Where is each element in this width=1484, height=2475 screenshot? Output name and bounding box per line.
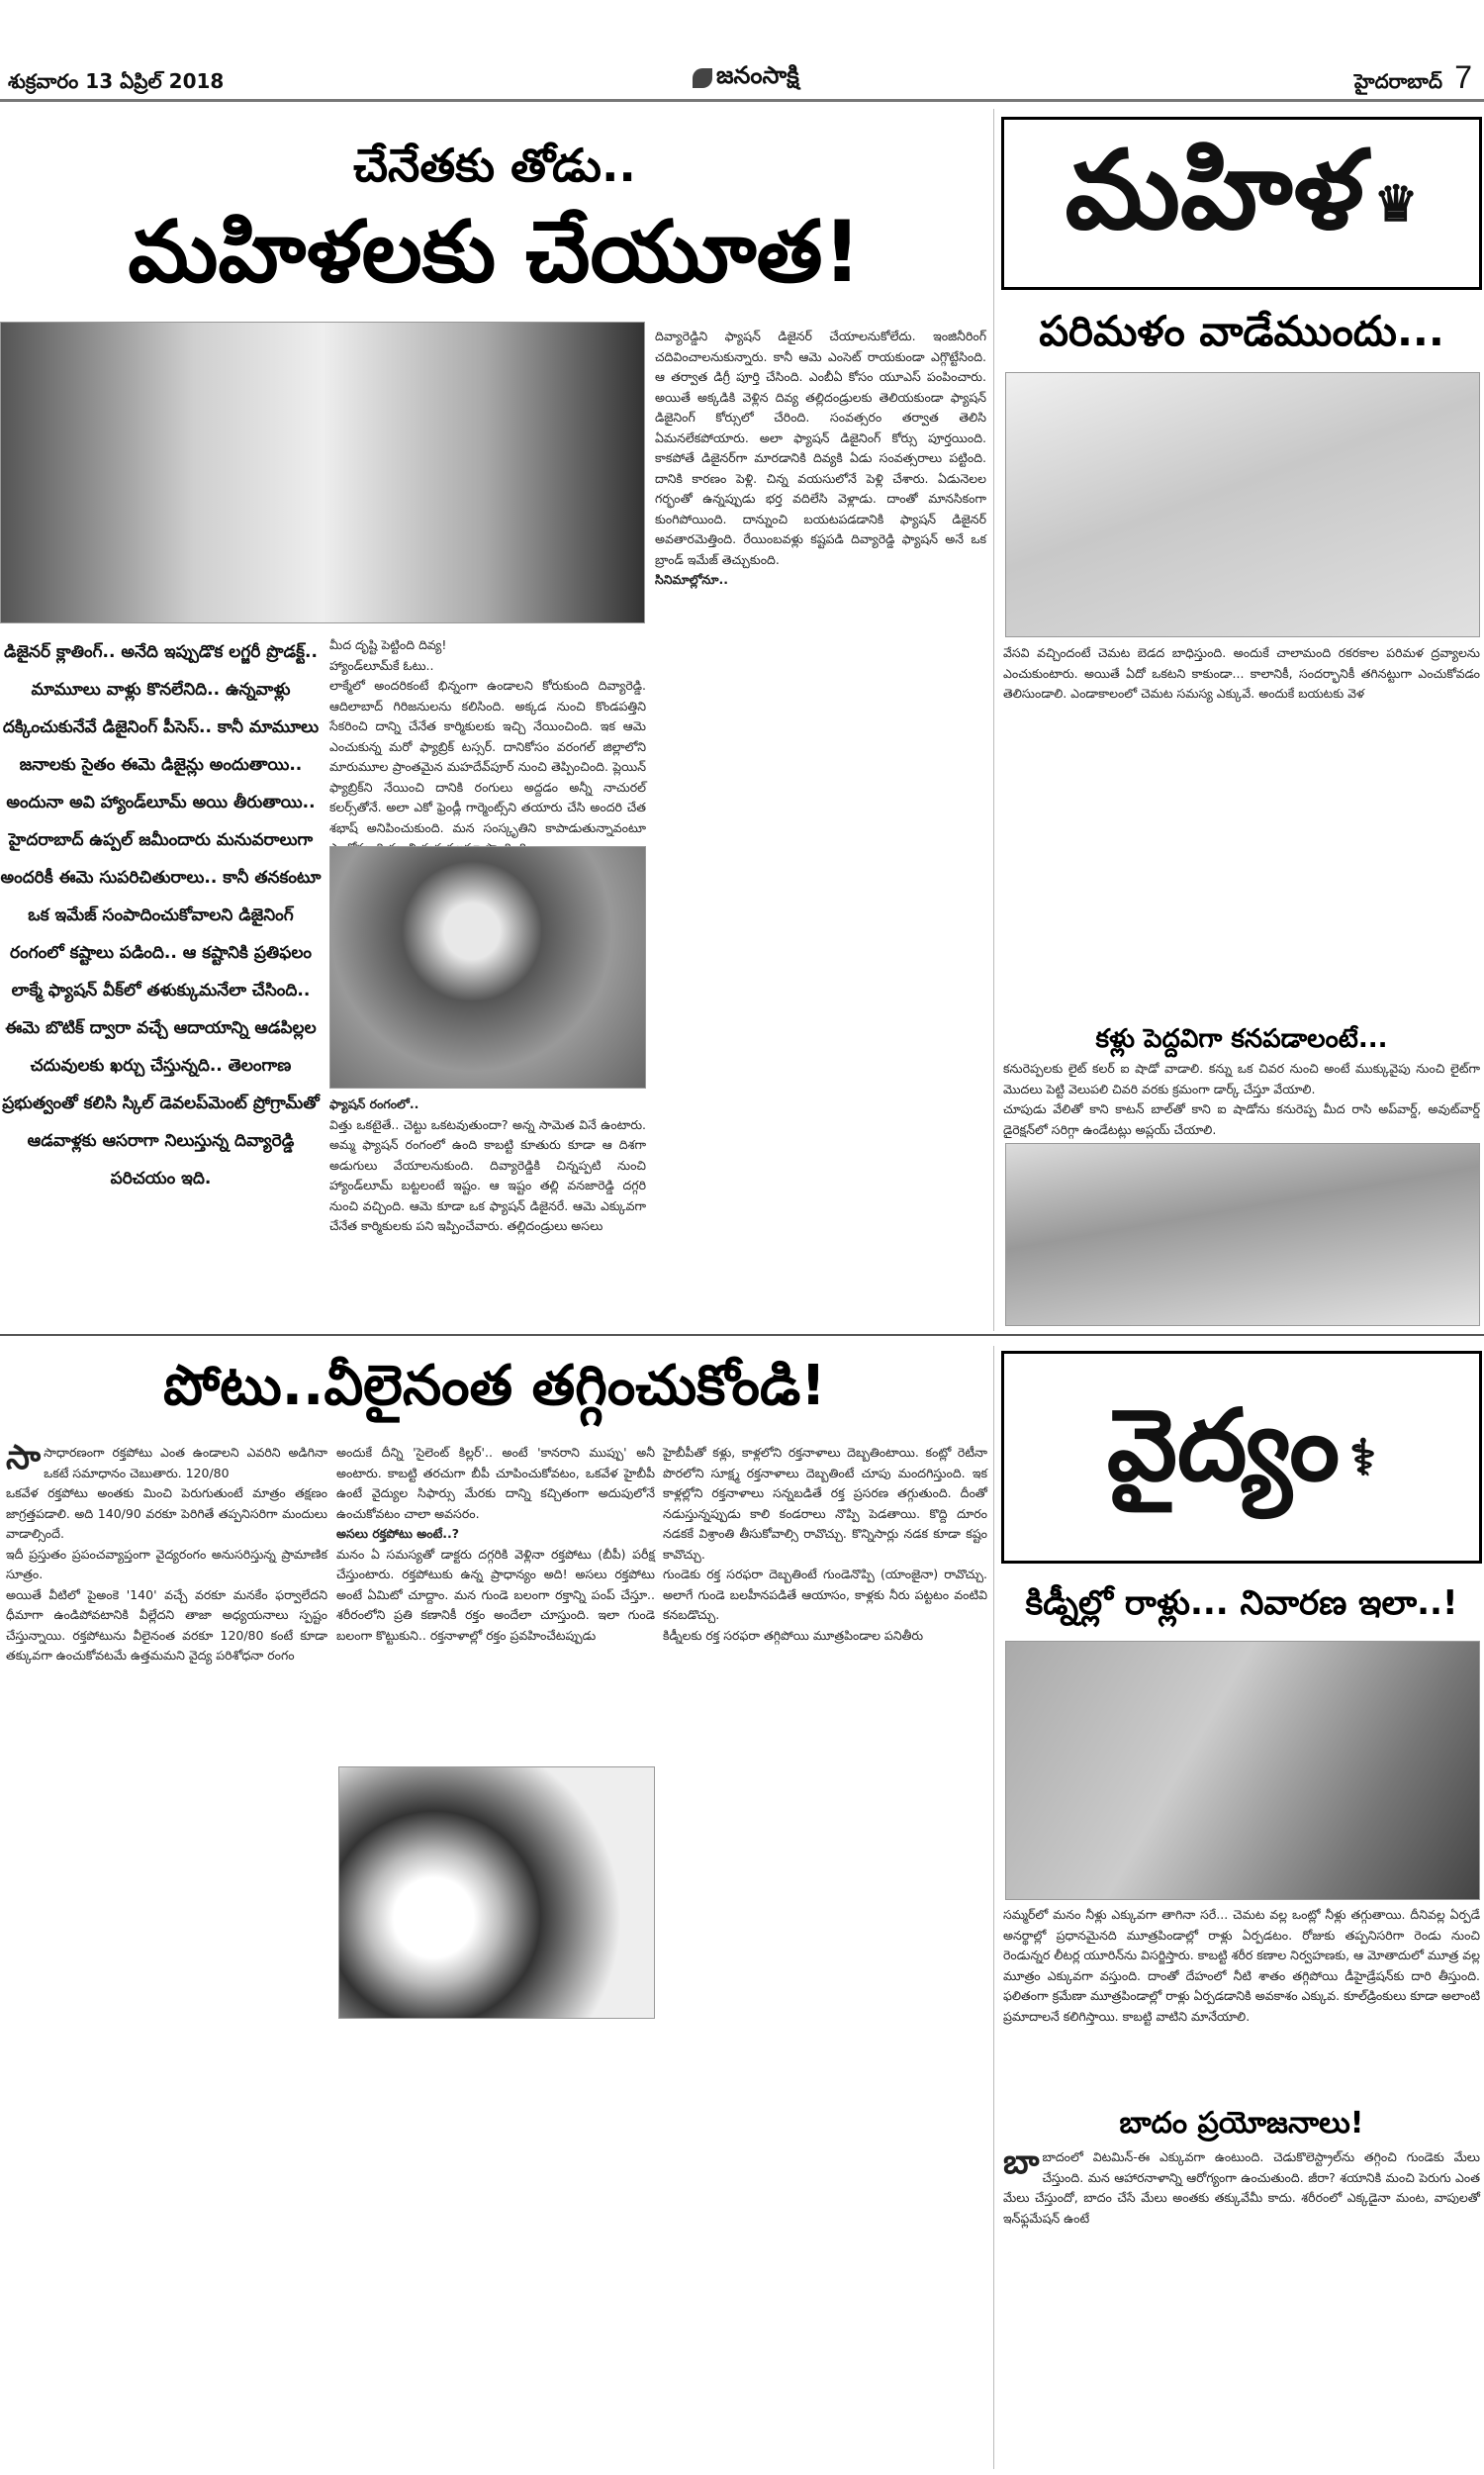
health-section-logo: వైద్యం ⚕	[1001, 1351, 1482, 1564]
masthead	[693, 61, 799, 95]
eyes-body: కనురెప్పలకు లైట్ కలర్ ఐ షాడో వాడాలి. కన్ను ఒక చివర నుంచి అంటే ముక్కువైపు నుంచి లైట్‌గా మొదలు పెట్టి వెలుపలి చివరి వరకు క్రమంగా డార్క్ చేస్తూ వేయాలి. చూపుడు వేలితో కాని కాటన్ బాల్‌తో కాని ఐ షాడోను కనురెప్ప మీద రాసి అప్‌వార్డ్, అవుట్‌వార్డ్ డైరెక్షన్‌లో సరిగ్గా ఉండేటట్లు అప్లయ్ చేయాలి.	[1003, 1061, 1480, 1137]
crown-icon: ♛	[1373, 174, 1419, 233]
logo-icon	[693, 68, 712, 88]
article-column-3: దివ్యారెడ్డిని ఫ్యాషన్ డిజైనర్ చేయాలనుకోలేదు. ఇంజినీరింగ్ చదివించాలనుకున్నారు. కానీ ఆమె ఎంసెట్ రాయకుండా ఎగ్గొట్టేసింది. ఆ తర్వాత డిగ్రీ పూర్తి చేసింది. ఎంబీఏ కోసం యూఎస్ పంపించారు. అయితే అక్కడికి వెళ్లిన దివ్య తల్లిదండ్రులకు తెలియకుండా ఫ్యాషన్ డిజైనింగ్ కోర్సులో చేరింది. సంవత్సరం తర్వాత తెలిసి ఏమనలేకపోయారు. అలా ఫ్యాషన్ డిజైనింగ్ కోర్సు పూర్తయింది. కాకపోతే డిజైనర్‌గా మారడానికి దివ్యకి ఏడు సంవత్సరాలు పట్టింది. దానికి కారణం పెళ్లి. చిన్న వయసులోనే పెళ్లి చేశారు. ఏడునెలల గర్భంతో ఉన్నప్పుడు భర్త వదిలేసి వెళ్లాడు. దాంతో మానసికంగా కుంగిపోయింది. దాన్నుంచి బయటపడడానికి ఫ్యాషన్ డిజైనర్ అవతారమెత్తింది. రేయింబవళ్లు కష్టపడి దివ్యారెడ్డి ఫ్యాషన్ అనే ఒక బ్రాండ్ ఇమేజ్ తెచ్చుకుంది. సినిమాల్లోనూ..	[655, 329, 986, 587]
bp-monitor-photo	[338, 1766, 655, 2019]
header-rule	[0, 99, 1484, 102]
article-headline: మహిళలకు చేయూత!	[128, 203, 862, 302]
kidney-body: సమ్మర్‌లో మనం నీళ్లు ఎక్కువగా తాగినా సరే... చెమట వల్ల ఒంట్లో నీళ్లు తగ్గుతాయి. దీనివల్ల ఏర్పడే అనర్థాల్లో ప్రధానమైనది మూత్రపిండాల్లో రాళ్లు ఏర్పడటం. రోజుకు తప్పనిసరిగా రెండు నుంచి రెండున్నర లీటర్ల యూరిన్‌ను విసర్జిస్తారు. కాబట్టి శరీర కణాల నిర్వహణకు, ఆ మోతాదులో మూత్ర వల్ల మూత్రం ఎక్కువగా వస్తుంది. దాంతో దేహంలో నీటి శాతం తగ్గిపోయి డీహైడ్రేషన్‌కు దారి తీస్తుంది. ఫలితంగా క్రమేణా మూత్రపిండాల్లో రాళ్లు ఏర్పడడానికి అవకాశం ఎక్కువ. కూల్‌డ్రింకులు కూడా అలాంటి ప్రమాదాలనే కలిగిస్తాయి. కాబట్టి వాటిని మానేయాలి.	[1003, 1907, 1480, 2024]
bp-column-2: అందుకే దీన్ని 'సైలెంట్ కిల్లర్'.. అంటే 'కానరాని ముప్పు' అనీ అంటారు. కాబట్టి తరచుగా బీపీ చూపించుకోవటం, ఒకవేళ హైబీపీ ఉంటే వైద్యుల సిఫార్సు మేరకు దాన్ని కచ్చితంగా అదుపులోనే ఉంచుకోవటం చాలా అవసరం. అసలు రక్తపోటు అంటే..? మనం ఏ సమస్యతో డాక్టరు దగ్గరికి వెళ్లినా రక్తపోటు (బీపీ) పరీక్ష చేస్తుంటారు. రక్తపోటుకు ఉన్న ప్రాధాన్యం అది! అసలు రక్తపోటు అంటే ఏమిటో చూద్దాం. మన గుండె బలంగా రక్తాన్ని పంప్ చేస్తూ.. శరీరంలోని ప్రతి కణానికీ రక్తం అందేలా చూస్తుంది. ఇలా గుండె బలంగా కొట్టుకుని.. రక్తనాళాల్లో రక్తం ప్రవహించేటప్పుడు	[336, 1445, 655, 1643]
article-column-2-top: మీద దృష్టి పెట్టింది దివ్య! హ్యాండ్‌లూమ్‌కే ఓటు.. లాక్మేలో అందరికంటే భిన్నంగా ఉండాలని కోరుకుంది దివ్యారెడ్డి. ఆదిలాబాద్ గిరిజనులను కలిసింది. అక్కడ నుంచి కొండపత్తిని సేకరించి దాన్ని చేనేత కార్మికులకు ఇచ్చి నేయించింది. ఇక ఆమె ఎంచుకున్న మరో ఫ్యాబ్రిక్ టస్సర్. దానికోసం వరంగల్ జిల్లాలోని మారుమూల ప్రాంతమైన మహదేవ్‌పూర్ నుంచి తెప్పించింది. ప్లెయిన్ ఫ్యాబ్రిక్‌ని నేయించి దానికి రంగులు అద్దడం అన్నీ నాచురల్ కలర్స్‌తోనే. అలా ఎకో ఫ్రెండ్లీ గార్మెంట్స్‌ని తయారు చేసి అందరి చేత శభాష్ అనిపించుకుంది. మన సంస్కృతిని కాపాడుతున్నావంటూ	[329, 637, 646, 835]
page-number: 7	[1454, 59, 1472, 95]
fashion-runway-photo	[0, 322, 645, 623]
almond-body: బాబాదంలో విటమిన్-ఈ ఎక్కువగా ఉంటుంది. చెడుకొలెస్ట్రాల్‌ను తగ్గించి గుండెకు మేలు చేస్తుంది. మన ఆహారనాళాన్ని ఆరోగ్యంగా ఉంచుతుంది. జీరా? శయానికి మంచి పెరుగు ఎంత మేలు చేస్తుందో, బాదం చేసే మేలు అంతకు తక్కువేమీ కాదు. శరీరంలో ఎక్కడైనా మంట, వాపులతో ఇన్‌ఫ్లమేషన్ ఉంటే	[1003, 2142, 1480, 2226]
city: హైదరాబాద్	[1353, 69, 1442, 93]
eyes-headline: కళ్లు పెద్దవిగా కనపడాలంటే...	[1095, 1024, 1388, 1054]
bp-column-1: సాసాధారణంగా రక్తపోటు ఎంత ఉండాలని ఎవరిని అడిగినా ఒకటే సమాధానం చెబుతారు. 120/80 ఒకవేళ రక్తపోటు అంతకు మించి పెరుగుతుంటే మాత్రం తక్షణం జాగ్రత్తపడాలి. అది 140/90 వరకూ పెరిగితే తప్పనిసరిగా మందులు వాడాల్సిందే. ఇదీ ప్రస్తుతం ప్రపంచవ్యాప్తంగా వైద్యరంగం అనుసరిస్తున్న ప్రామాణిక సూత్రం. అయితే వీటిలో పైఅంకె '140' వచ్చే వరకూ మనకేం ఫర్వాలేదని ధీమాగా ఉండిపోవటానికి వీల్లేదని తాజా అధ్యయనాలు స్పష్టం చేస్తున్నాయి. రక్తపోటును వీలైనంత వరకూ 120/80 కంటే కూడా తక్కువగా ఉంచుకోవటమే ఉత్తమమని వైద్య పరిశోధనా రంగం	[6, 1438, 327, 1663]
article-column-2-bottom: ఫ్యాషన్ రంగంలో.. విత్తు ఒకటైతే.. చెట్టు ఒకటవుతుందా? అన్న సామెత వినే ఉంటారు. అమ్మ ఫ్యాషన్ రంగంలో ఉంది కాబట్టి కూతురు కూడా ఆ దిశగా అడుగులు వేయాలనుకుంది. దివ్యారెడ్డికి చిన్నప్పటి నుంచి హ్యాండ్‌లూమ్ బట్టలంటే ఇష్టం. ఆ ఇష్టం తల్లి వనజారెడ్డి దగ్గరి నుంచి వచ్చింది. ఆమె కూడా ఒక ఫ్యాషన్ డిజైనరే. ఆమె ఎక్కువగా చేనేత కార్మికులకు పని ఇప్పించేవారు. తల్లిదండ్రులు అసలు	[329, 1096, 646, 1233]
article-kicker: చేనేతకు తోడు..	[353, 139, 636, 192]
column-divider	[993, 1346, 994, 2469]
eyes-makeup-photo	[1005, 1143, 1480, 1326]
bp-column-3: హైబీపీతో కళ్లు, కాళ్లలోని రక్తనాళాలు దెబ్బతింటాయి. కంట్లో రెటీనా పొరలోని సూక్ష్మ రక్తనాళాలు దెబ్బతింటే చూపు మందగిస్తుంది. ఇక కాళ్లల్లోని రక్తనాళాలు సన్నబడితే రక్త ప్రసరణ తగ్గుతుంది. దీంతో నడుస్తున్నప్పుడు కాలి కండరాలు నొప్పి పెడతాయి. కొద్ది దూరం నడకకే విశ్రాంతి తీసుకోవాల్సి రావొచ్చు. కొన్నిసార్లు నడక కూడా కష్టం కావొచ్చు. గుండెకు రక్త సరఫరా దెబ్బతింటే గుండెనొప్పి (యాంజైనా) రావొచ్చు. అలాగే గుండె బలహీనపడితే ఆయాసం, కాళ్లకు నీరు పట్టటం వంటివి కనబడొచ్చు. కిడ్నీలకు రక్త సరఫరా తగ్గిపోయి మూత్రపిండాల పనితీరు	[663, 1445, 987, 1643]
bp-headline: పోటు..వీలైనంత తగ్గించుకోండి!	[163, 1354, 826, 1418]
perfume-spray-photo	[1005, 372, 1480, 637]
almond-headline: బాదం ప్రయోజనాలు!	[1119, 2106, 1364, 2141]
article-intro: డిజైనర్ క్లాతింగ్.. అనేది ఇప్పుడొక లగ్జరీ ప్రొడక్ట్.. మామూలు వాళ్లు కొనలేనిది.. ఉన్నవాళ్లు దక్కించుకునేవే డిజైనింగ్ పీసెస్.. కానీ మామూలు జనాలకు సైతం ఈమె డిజైన్లు అందుతాయి.. అందునా అవి హ్యాండ్‌లూమ్ అయి తీరుతాయి.. హైదరాబాద్ ఉప్పల్ జమీందారు మనువరాలుగా అందరికీ ఈమె సుపరిచితురాలు.. కానీ తనకంటూ ఒక ఇమేజ్ సంపాదించుకోవాలని డిజైనింగ్ రంగంలో కష్టాలు పడింది.. ఆ కష్టానికి ప్రతిఫలం లాక్మే ఫ్యాషన్ వీక్‌లో తళుక్కుమనేలా చేసింది.. ఈమె బొటిక్ ద్వారా వచ్చే ఆదాయాన్ని ఆడపిల్లల చదువులకు ఖర్చు చేస్తున్నది.. తెలంగాణ ప్రభుత్వంతో కలిసి స్కిల్ డెవలప్‌మెంట్ ప్రోగ్రామ్‌తో ఆడవాళ్లకు ఆసరాగా నిలుస్తున్న దివ్యారెడ్డి పరిచయం ఇది.	[0, 642, 322, 1189]
perfume-headline: పరిమళం వాడేముందు...	[1039, 307, 1444, 355]
stethoscope-icon: ⚕	[1349, 1428, 1377, 1486]
woman-drinking-water-photo	[1005, 1641, 1480, 1900]
paper-name: జనంసాక్షి	[716, 61, 799, 89]
section-divider	[0, 1334, 1484, 1336]
kidney-headline: కిడ్నీల్లో రాళ్లు... నివారణ ఇలా..!	[1025, 1583, 1458, 1623]
divya-reddy-portrait-photo	[329, 846, 646, 1089]
column-divider	[993, 109, 994, 1331]
women-section-logo: మహిళ ♛	[1001, 117, 1482, 290]
issue-date: శుక్రవారం 13 ఏప్రిల్ 2018	[8, 69, 225, 93]
perfume-body: వేసవి వచ్చిందంటే చెమట బెడద బాధిస్తుంది. అందుకే చాలామంది రకరకాల పరిమళ ద్రవ్యాలను ఎంచుకుంటారు. అయితే ఏదో ఒకటని కాకుండా... కాలానికీ, సందర్భానికీ తగినట్టుగా ఎంచుకోవడం తెలిసుండాలి. ఎండాకాలంలో చెమట సమస్య ఎక్కువే. అందుకే బయటకు వెళ	[1003, 645, 1480, 701]
